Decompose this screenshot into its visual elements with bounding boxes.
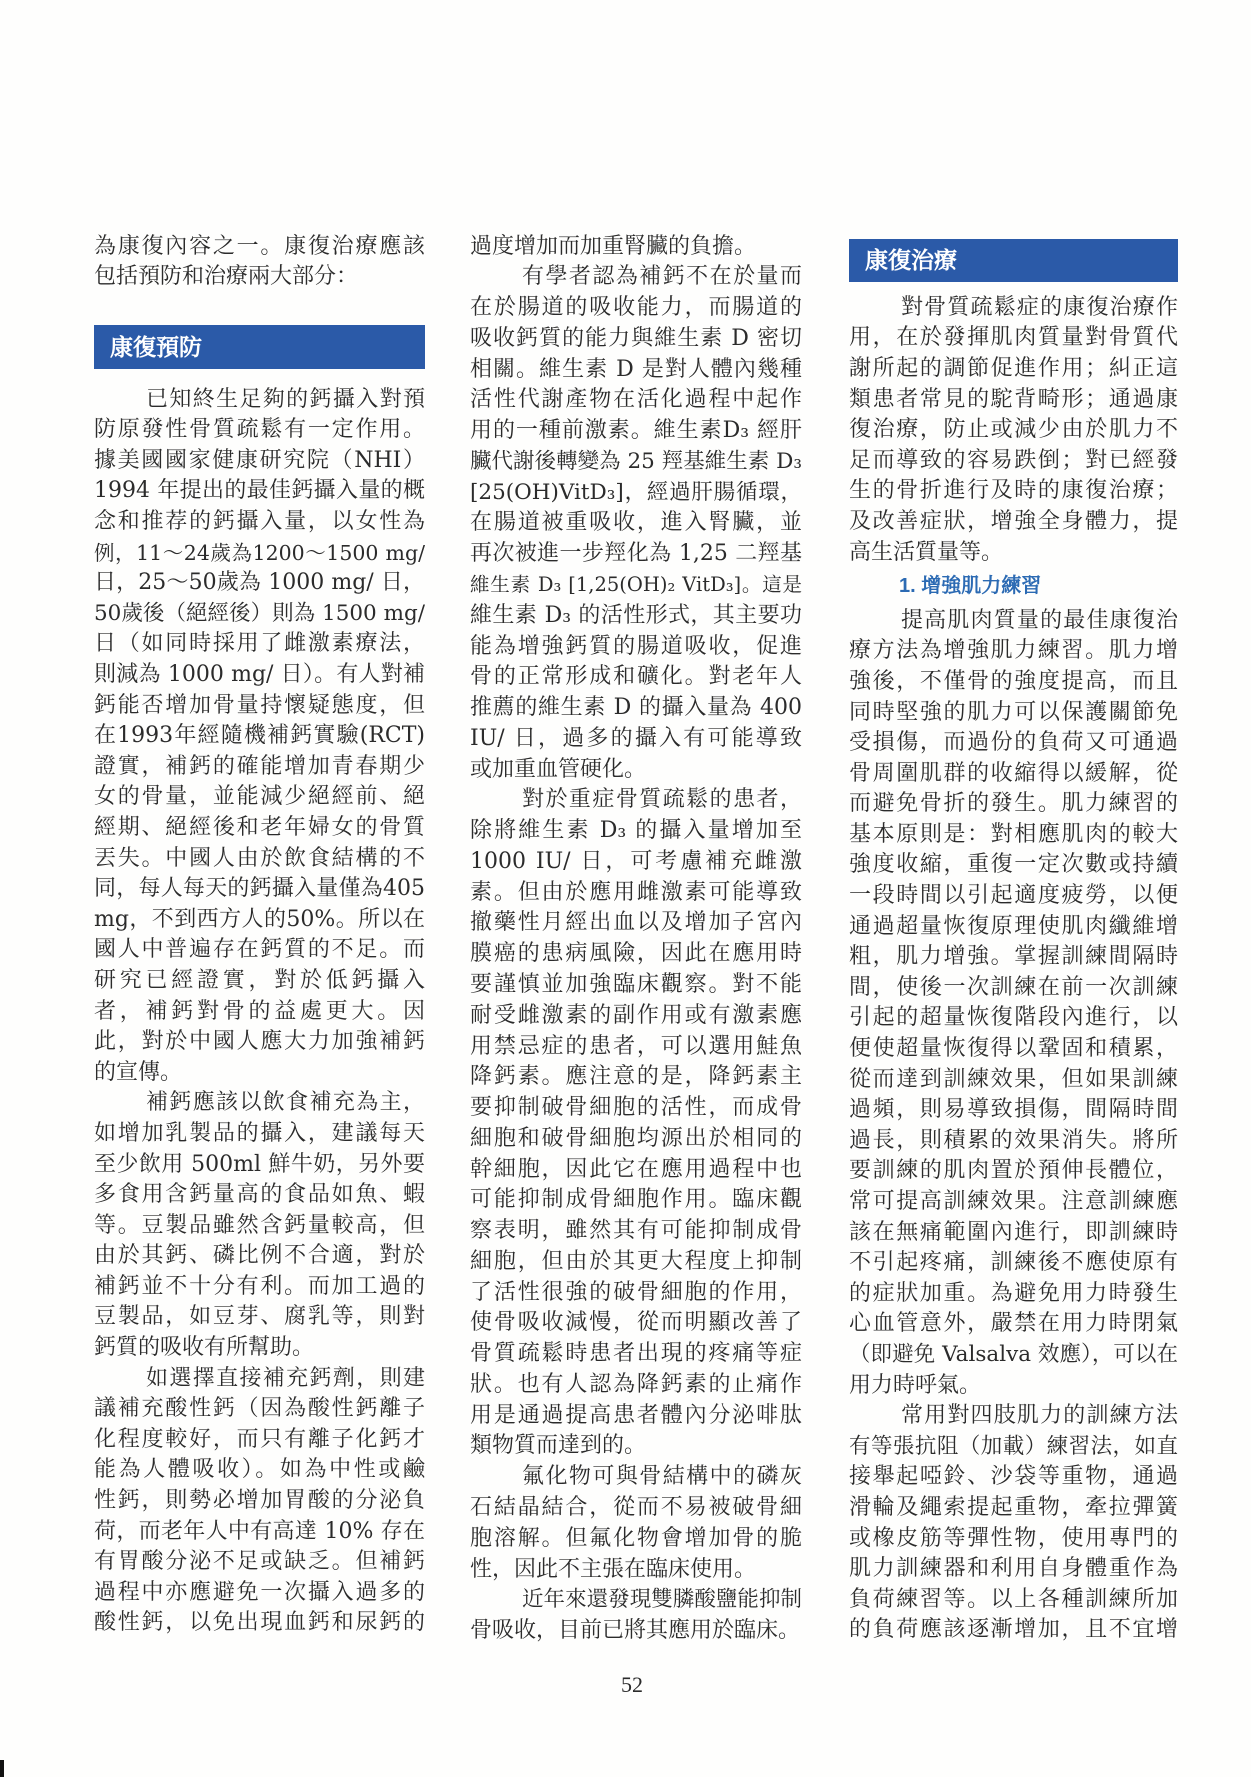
- text-line: 粗，肌力增強。掌握訓練間隔時: [849, 944, 1178, 970]
- text-line: 念和推荐的鈣攝入量，以女性為: [94, 509, 425, 535]
- text-line: 強度收縮，重復一定次數或持續: [849, 852, 1178, 878]
- text-line: 通過超量恢復原理使肌肉纖維增: [849, 913, 1178, 939]
- text-line: 間，使後一次訓練在前一次訓練: [849, 974, 1178, 1000]
- text-line: 足而導致的容易跌倒；對已經發: [849, 447, 1178, 473]
- text-line: （即避免 Valsalva 效應），可以在: [849, 1341, 1178, 1367]
- text-line: 要抑制破骨細胞的活性，而成骨: [470, 1095, 802, 1121]
- text-line: 用力時呼氣。: [849, 1372, 982, 1398]
- text-line: 維生素 D₃ 的活性形式，其主要功: [470, 602, 802, 628]
- text-line: 除將維生素 D₃ 的攝入量增加至: [470, 818, 802, 844]
- text-line: 如選擇直接補充鈣劑，則建: [146, 1365, 425, 1391]
- text-line: 謝所起的調節促進作用；糾正這: [849, 356, 1178, 382]
- text-column-3: [849, 239, 1178, 1646]
- text-line: 能為人體吸收）。如為中性或鹼: [94, 1457, 425, 1483]
- text-line: 能為增強鈣質的腸道吸收，促進: [470, 633, 802, 659]
- text-line: 耐受雌激素的副作用或有激素應: [470, 1002, 802, 1028]
- text-line: 及改善症狀，增強全身體力，提: [849, 509, 1178, 535]
- text-line: 引起的超量恢復階段內進行，以: [849, 1005, 1178, 1031]
- text-line: 由於其鈣、磷比例不合適，對於: [94, 1243, 425, 1269]
- text-line: 酸性鈣，以免出現血鈣和尿鈣的: [94, 1610, 425, 1636]
- text-line: 肌力訓練器和利用自身體重作為: [849, 1556, 1178, 1582]
- text-line: 要謹慎並加強臨床觀察。對不能: [470, 971, 802, 997]
- text-line: 包括預防和治療兩大部分：: [94, 264, 359, 290]
- text-line: 例，11～24歲為1200～1500 mg/: [94, 540, 425, 565]
- text-line: 負荷練習等。以上各種訓練所加: [849, 1586, 1178, 1612]
- text-line: 而避免骨折的發生。肌力練習的: [849, 791, 1178, 817]
- text-line: 的負荷應該逐漸增加，且不宜增: [849, 1617, 1178, 1643]
- text-line: 石結晶結合，從而不易被破骨細: [470, 1494, 802, 1520]
- text-line: 復治療，防止或減少由於肌力不: [849, 417, 1178, 443]
- paragraph: [94, 1088, 425, 1363]
- text-line: 療方法為增強肌力練習。肌力增: [849, 638, 1178, 664]
- text-line: 細胞和破骨細胞均源出於相同的: [470, 1125, 802, 1151]
- text-line: 議補充酸性鈣（因為酸性鈣離子: [94, 1396, 425, 1422]
- text-line: 至少飲用 500ml 鮮牛奶，另外要: [94, 1151, 425, 1177]
- text-line: 過頻，則易導致損傷，間隔時間: [849, 1097, 1178, 1123]
- text-line: 用，在於發揮肌肉質量對骨質代: [849, 325, 1178, 351]
- text-line: mg，不到西方人的50%。所以在: [94, 906, 425, 932]
- subsection-heading: 1. 增強肌力練習: [899, 575, 1042, 598]
- text-line: 骨質疏鬆時患者出現的疼痛等症: [470, 1341, 802, 1367]
- text-line: 近年來還發現雙膦酸鹽能抑制: [522, 1587, 802, 1613]
- text-line: 骨的正常形成和礦化。對老年人: [470, 664, 802, 690]
- text-line: 有胃酸分泌不足或缺乏。但補鈣: [94, 1549, 425, 1575]
- text-line: 推薦的維生素 D 的攝入量為 400: [470, 695, 802, 721]
- text-line: 高生活質量等。: [849, 539, 1004, 565]
- text-line: 便使超量恢復得以鞏固和積累，: [849, 1036, 1178, 1062]
- paragraph: [470, 1462, 802, 1585]
- text-line: 滑輪及繩索提起重物，牽拉彈簧: [849, 1494, 1178, 1520]
- text-line: 鈣質的吸收有所幫助。: [94, 1335, 315, 1361]
- paragraph: [849, 293, 1178, 568]
- text-column-2: [470, 232, 802, 1647]
- text-line: [25(OH)VitD₃]，經過肝腸循環，: [470, 479, 802, 505]
- section-heading-text: 康復預防: [94, 325, 425, 369]
- text-line: 在於腸道的吸收能力，而腸道的: [470, 295, 802, 321]
- text-line: 女的骨量，並能減少絕經前、絕: [94, 784, 425, 810]
- text-line: 活性代謝產物在活化過程中起作: [470, 387, 802, 413]
- text-line: 在1993年經隨機補鈣實驗(RCT): [94, 723, 425, 749]
- text-line: 為康復內容之一。康復治療應該: [94, 233, 425, 259]
- text-line: 丟失。中國人由於飲食結構的不: [94, 845, 425, 871]
- paragraph: [849, 1401, 1178, 1646]
- text-line: 豆製品，如豆芽、腐乳等，則對: [94, 1304, 425, 1330]
- text-line: 骨周圍肌群的收縮得以緩解，從: [849, 760, 1178, 786]
- text-line: 此，對於中國人應大力加強補鈣: [94, 1029, 425, 1055]
- text-line: 相關。維生素 D 是對人體內幾種: [470, 356, 802, 382]
- paragraph: [94, 1364, 425, 1639]
- text-line: 撤藥性月經出血以及增加子宮內: [470, 910, 802, 936]
- text-line: 細胞，但由於其更大程度上抑制: [470, 1248, 802, 1274]
- text-column-1: [94, 232, 425, 1639]
- scan-mark: [0, 1760, 4, 1777]
- text-line: 基本原則是：對相應肌肉的較大: [849, 821, 1178, 847]
- text-line: 防原發性骨質疏鬆有一定作用。: [94, 417, 425, 443]
- text-line: 對骨質疏鬆症的康復治療作: [901, 294, 1178, 320]
- text-line: 該在無痛範圍內進行，即訓練時: [849, 1219, 1178, 1245]
- text-line: 1000 IU/ 日，可考慮補充雌激: [470, 848, 802, 874]
- text-line: 同時堅強的肌力可以保護關節免: [849, 699, 1178, 725]
- text-line: 如增加乳製品的攝入，建議每天: [94, 1120, 425, 1146]
- text-line: 同，每人每天的鈣攝入量僅為405: [94, 876, 425, 902]
- text-line: 補鈣應該以飲食補充為主，: [146, 1090, 425, 1116]
- text-line: 接舉起啞鈴、沙袋等重物，通過: [849, 1464, 1178, 1490]
- text-line: 日，25～50歲為 1000 mg/ 日，: [94, 570, 425, 596]
- text-line: 在腸道被重吸收，進入腎臟，並: [470, 510, 802, 536]
- text-line: 生的骨折進行及時的康復治療；: [849, 478, 1178, 504]
- text-line: 則減為 1000 mg/ 日）。有人對補: [94, 662, 425, 688]
- text-line: 心血管意外，嚴禁在用力時閉氣: [849, 1311, 1178, 1337]
- text-line: 化程度較好，而只有離子化鈣才: [94, 1426, 425, 1452]
- text-line: 的症狀加重。為避免用力時發生: [849, 1280, 1178, 1306]
- text-line: 素。但由於應用雌激素可能導致: [470, 879, 802, 905]
- paragraph: [470, 232, 802, 263]
- text-line: 過程中亦應避免一次攝入過多的: [94, 1579, 425, 1605]
- text-line: 國人中普遍存在鈣質的不足。而: [94, 937, 425, 963]
- text-line: 過度增加而加重腎臟的負擔。: [470, 233, 757, 259]
- text-line: 用禁忌症的患者，可以選用鮭魚: [470, 1033, 802, 1059]
- text-line: 吸收鈣質的能力與維生素 D 密切: [470, 325, 802, 351]
- text-line: 受損傷，而過份的負荷又可通過: [849, 730, 1178, 756]
- text-line: 不引起疼痛，訓練後不應使原有: [849, 1250, 1178, 1276]
- text-line: 骨吸收，目前已將其應用於臨床。: [470, 1618, 801, 1644]
- paragraph: [470, 1585, 802, 1647]
- text-line: 使骨吸收減慢，從而明顯改善了: [470, 1310, 802, 1336]
- text-line: 氟化物可與骨結構中的磷灰: [522, 1464, 802, 1490]
- text-line: 補鈣並不十分有利。而加工過的: [94, 1273, 425, 1299]
- text-line: 等。豆製品雖然含鈣量較高，但: [94, 1212, 425, 1238]
- text-line: 膜癌的患病風險，因此在應用時: [470, 941, 802, 967]
- section-heading-text: 康復治療: [849, 239, 1178, 282]
- text-line: 幹細胞，因此它在應用過程中也: [470, 1156, 802, 1182]
- text-line: 經期、絕經後和老年婦女的骨質: [94, 814, 425, 840]
- text-line: 類患者常見的駝背畸形；通過康: [849, 386, 1178, 412]
- paragraph: [470, 785, 802, 1462]
- text-line: 1994 年提出的最佳鈣攝入量的概: [94, 478, 425, 504]
- text-line: 要訓練的肌肉置於預伸長體位，: [849, 1158, 1178, 1184]
- text-line: 從而達到訓練效果，但如果訓練: [849, 1066, 1178, 1092]
- section-heading: [94, 293, 425, 385]
- text-line: 可能抑制成骨細胞作用。臨床觀: [470, 1187, 802, 1213]
- text-line: 提高肌肉質量的最佳康復治: [901, 607, 1178, 633]
- paragraph: [849, 606, 1178, 1401]
- text-line: 或加重血管硬化。: [470, 756, 647, 782]
- text-line: 強後，不僅骨的強度提高，而且: [849, 668, 1178, 694]
- text-line: 日（如同時採用了雌激素療法，: [94, 631, 425, 657]
- text-line: 的宣傳。: [94, 1059, 183, 1085]
- text-line: 有學者認為補鈣不在於量而: [522, 264, 802, 290]
- text-line: 研究已經證實，對於低鈣攝入: [94, 967, 425, 993]
- text-line: 已知終生足夠的鈣攝入對預: [146, 386, 425, 412]
- text-line: 鈣能否增加骨量持懷疑態度，但: [94, 692, 425, 718]
- paragraph: [470, 262, 802, 785]
- text-line: 臟代謝後轉變為 25 羥基維生素 D₃: [470, 448, 802, 474]
- text-line: 或橡皮筋等彈性物，使用專門的: [849, 1525, 1178, 1551]
- text-line: 對於重症骨質疏鬆的患者，: [522, 787, 802, 813]
- text-line: 據美國國家健康研究院（NHI）: [94, 447, 425, 473]
- text-line: 過長，則積累的效果消失。將所: [849, 1127, 1178, 1153]
- text-line: 胞溶解。但氟化物會增加骨的脆: [470, 1525, 802, 1551]
- page-number: 52: [621, 1672, 643, 1697]
- text-line: 50歲後（絕經後）則為 1500 mg/: [94, 600, 425, 626]
- text-line: 了活性很強的破骨細胞的作用，: [470, 1279, 802, 1305]
- text-line: 性鈣，則勢必增加胃酸的分泌負: [94, 1488, 425, 1514]
- text-line: 降鈣素。應注意的是，降鈣素主: [470, 1064, 802, 1090]
- paragraph: [94, 385, 425, 1089]
- text-line: 用是通過提高患者體內分泌啡肽: [470, 1402, 802, 1428]
- paragraph: [94, 232, 425, 293]
- text-line: 荷，而老年人中有高達 10% 存在: [94, 1518, 425, 1544]
- text-line: 狀。也有人認為降鈣素的止痛作: [470, 1371, 802, 1397]
- text-line: 性，因此不主張在臨床使用。: [470, 1556, 757, 1582]
- text-line: 常用對四肢肌力的訓練方法: [901, 1403, 1178, 1429]
- text-line: 者，補鈣對骨的益處更大。因: [94, 998, 425, 1024]
- text-line: 用的一種前激素。維生素D₃ 經肝: [470, 418, 802, 444]
- text-line: 常可提高訓練效果。注意訓練應: [849, 1189, 1178, 1215]
- text-line: 類物質而達到的。: [470, 1433, 647, 1459]
- text-line: 維生素 D₃ [1,25(OH)₂ VitD₃]。這是: [470, 573, 802, 597]
- text-line: 證實，補鈣的確能增加青春期少: [94, 753, 425, 779]
- text-line: 再次被進一步羥化為 1,25 二羥基: [470, 541, 802, 567]
- text-line: IU/ 日，過多的攝入有可能導致: [470, 725, 802, 751]
- text-line: 有等張抗阻（加載）練習法，如直: [849, 1433, 1178, 1459]
- text-line: 察表明，雖然其有可能抑制成骨: [470, 1218, 802, 1244]
- section-heading: [849, 239, 1178, 293]
- text-line: 一段時間以引起適度疲勞，以便: [849, 883, 1178, 909]
- text-line: 多食用含鈣量高的食品如魚、蝦: [94, 1182, 425, 1208]
